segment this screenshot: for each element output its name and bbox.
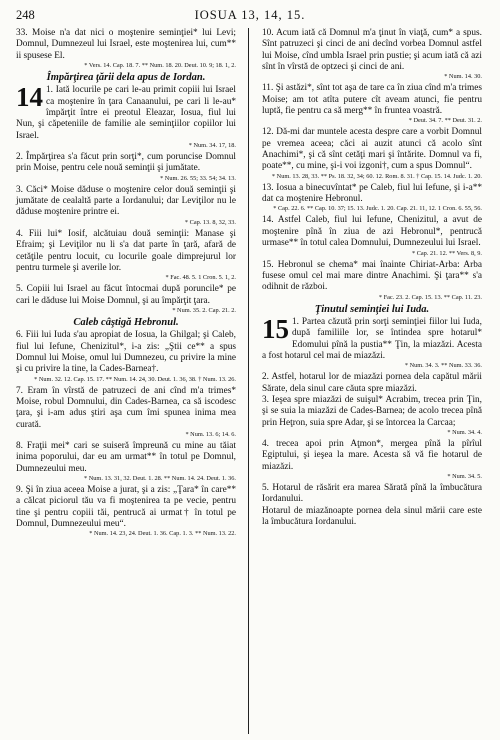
section-heading (262, 304, 482, 315)
verse-text: 2. Împărţirea s'a făcut prin sorţi*, cum poruncise Domnul prin Moise, pentru cele nouă seminţii şi jumătate. (16, 152, 236, 174)
cross-reference (16, 475, 236, 483)
cross-reference (262, 73, 482, 81)
running-title: IOSUA 13, 14, 15. (194, 8, 306, 22)
cross-reference (16, 530, 236, 538)
cross-reference (16, 142, 236, 150)
verse-text: 6. Fiii lui Iuda s'au apropiat de Iosua, la Ghilgal; şi Caleb, fiul lui Iefune, Chenizitul*, i-a zis: „Ştii ce** a spus Domnul lui Moise, omul lui Dumnezeu, cu privire la mine şi cu privire la tine, la Cades-Barnea†. (16, 330, 236, 375)
cross-reference-text: * Fac. 48. 5. 1 Cron. 5. 1, 2. (165, 274, 236, 282)
cross-reference (16, 307, 236, 315)
cross-reference (262, 205, 482, 213)
cross-reference (262, 362, 482, 370)
cross-reference-text: * Num. 26. 55; 33. 54; 34. 13. (160, 174, 236, 182)
cross-reference-text: * Num. 13. 6; 14. 6. (185, 430, 236, 438)
cross-reference (16, 274, 236, 282)
verse (16, 386, 236, 431)
chapter-number: 15 (262, 313, 289, 344)
page-header (16, 8, 484, 24)
verse-text: 8. Fraţii mei* cari se suiseră împreună cu mine au tăiat inima poporului, dar eu am urmat** în totul pe Domnul, Dumnezeului meu. (16, 440, 236, 474)
cross-reference-text: * Num. 14. 23, 24. Deut. 1. 36. Cap. 1. 3. ** Num. 13. 22. (89, 530, 236, 538)
cross-reference (16, 219, 236, 227)
verse-text: 3. Ieşea spre miazăzi de suişul* Acrabim, trecea prin Ţin, şi se suia la miazăzi de Cades-Barnea; de acolo trecea pînă prin Heţron, suia spre Adar, şi se întorcea la Carcaa; (262, 394, 482, 428)
verse-text: 5. Copiii lui Israel au făcut întocmai după poruncile* pe cari le dăduse lui Moise Domnul, şi au împărţit ţara. (16, 284, 236, 306)
verse (16, 441, 236, 475)
verse (262, 127, 482, 172)
cross-reference (262, 294, 482, 302)
verse-text: 12. Dă-mi dar muntele acesta despre care a vorbit Domnul pe vremea aceea; căci ai auzit atunci că acolo sînt Anachimi*, şi că sînt cetăţi mari şi întărite. Domnul va fi, poate**, cu mine, şi-i voi izgoni†, cum a spus Domnul“. (262, 127, 482, 172)
section-heading-text: Ţinutul seminţiei lui Iuda. (314, 303, 430, 315)
cross-reference (16, 175, 236, 183)
cross-reference (16, 376, 236, 384)
section-heading (16, 317, 236, 328)
verse (16, 485, 236, 530)
verse (262, 260, 482, 294)
verse-text: 2. Astfel, hotarul lor de miazăzi pornea dela capătul mării Sărate, dela sinul care căuta spre miazăzi. (262, 372, 482, 394)
column-divider (248, 28, 249, 734)
cross-reference-text: * Cap. 21. 12. ** Vers. 8, 9. (411, 249, 482, 257)
verse-text: 3. Căci* Moise dăduse o moştenire celor două seminţii şi jumătate de cealaltă parte a Iordanului; dar Leviţilor nu le dăduse moştenire printre ei. (16, 184, 236, 218)
cross-reference-text: * Num. 35. 2. Cap. 21. 2. (172, 306, 236, 314)
cross-reference-text: * Num. 13. 31, 32. Deut. 1. 28. ** Num. 14. 24. Deut. 1. 36. (84, 475, 236, 482)
right-column (262, 28, 482, 528)
section-heading (16, 72, 236, 83)
cross-reference-text: * Num. 34. 5. (447, 473, 482, 480)
verse-text: 15. Hebronul se chema* mai înainte Chiriat-Arba: Arba fusese omul cel mai mare dintre Anachimi. Şi ţara** s'a odihnit de război. (262, 259, 482, 293)
cross-reference (262, 473, 482, 481)
verse-text: 5. Hotarul de răsărit era marea Sărată pînă la îmbucătura Iordanului. (262, 483, 482, 505)
verse (16, 28, 236, 62)
verse (262, 183, 482, 206)
verse-text: 11. Şi astăzi*, sînt tot aşa de tare ca în ziua cînd m'a trimes Moise; am tot atîta putere cît aveam atunci, fie pentru luptă, fie pentru ca să merg** în fruntea voastră. (262, 83, 482, 117)
cross-reference-text: * Num. 34. 17, 18. (188, 142, 236, 150)
section-heading-text: Caleb câştigă Hebronul. (73, 316, 179, 328)
verse-text: 7. Eram în vîrstă de patruzeci de ani cînd m'a trimes* Moise, robul Domnului, din Cades-Barnea, ca să iscodesc ţara, şi i-am adus ştiri aşa cum îmi spunea inima mea curată. (16, 385, 236, 430)
verse-text: 10. Acum iată că Domnul m'a ţinut în viaţă, cum* a spus. Sînt patruzeci şi cinci de ani decînd vorbea Domnul astfel lui Moise, cînd umbla Israel prin pustie; şi acum iată că azi sînt în vîrstă de optzeci şi cinci de ani. (262, 28, 482, 73)
section-heading-text: Împărţirea ţării dela apus de Iordan. (46, 72, 206, 84)
chapter-number: 14 (16, 82, 43, 113)
verse-text: Hotarul de miazănoapte pornea dela sinul mării care este la îmbucătura Iordanului. (262, 505, 482, 528)
verse (16, 330, 236, 375)
verse (262, 372, 482, 395)
verse-text: 13. Iosua a binecuvîntat* pe Caleb, fiul lui Iefune, şi i-a** dat ca moştenire Hebronul. (262, 182, 482, 205)
cross-reference (262, 250, 482, 258)
verse-text: 1. Iată locurile pe cari le-au primit copiii lui Israel ca moştenire în ţara Canaanului, pe cari li le-au* împărţit între ei preotul Eleazar, Iosua, fiul lui Nun, şi căpeteniile de familie ale seminţiilor copiilor lui Israel. (16, 85, 236, 141)
cross-reference-text: * Cap. 22. 6. ** Cap. 10. 37; 15. 13. Judc. 1. 20. Cap. 21. 11, 12. 1 Cron. 6. 55, 56. (273, 205, 482, 213)
cross-reference (262, 117, 482, 125)
cross-reference-text: * Num. 34. 3. ** Num. 33. 36. (404, 362, 482, 370)
verse (262, 313, 482, 362)
verse (16, 185, 236, 219)
cross-reference-text: * Num. 32. 12. Cap. 15. 17. ** Num. 14. 24, 30. Deut. 1. 36, 38. † Num. 13. 26. (34, 375, 236, 383)
verse (262, 28, 482, 73)
left-column (16, 28, 236, 540)
verse (16, 82, 236, 142)
cross-reference (16, 431, 236, 439)
verse (16, 284, 236, 307)
cross-reference (262, 429, 482, 437)
cross-reference-text: * Fac. 23. 2. Cap. 15. 13. ** Cap. 11. 23. (378, 293, 482, 301)
verse (262, 483, 482, 506)
cross-reference (262, 173, 482, 181)
verse (16, 229, 236, 274)
cross-reference (16, 62, 236, 70)
page-number: 248 (16, 8, 35, 22)
verse-text: 33. Moise n'a dat nici o moştenire seminţiei* lui Levi; Domnul, Dumnezeul lui Israel, este moştenirea lui, cum** ii spusese El. (16, 28, 236, 61)
verse (16, 152, 236, 175)
cross-reference-text: * Num. 14. 30. (444, 73, 482, 81)
verse (262, 506, 482, 529)
verse (262, 395, 482, 429)
cross-reference-text: * Num. 34. 4. (447, 428, 482, 436)
verse-text: 14. Astfel Caleb, fiul lui Iefune, Chenizitul, a avut de moştenire pînă în ziua de azi Hebronul*, pentrucă urmase** în totul calea Domnului, Dumnezeului lui Israel. (262, 215, 482, 249)
cross-reference-text: * Vers. 14. Cap. 18. 7. ** Num. 18. 20. Deut. 10. 9; 18. 1, 2. (84, 62, 236, 70)
verse-text: 9. Şi în ziua aceea Moise a jurat, şi a zis: „Ţara* în care** a călcat piciorul tău va fi moştenirea ta pe vecie, pentru tine şi pentru copiii tăi, pentrucă ai urmat† în totul pe Domnul, Dumnezeului meu“. (16, 485, 236, 530)
verse (262, 439, 482, 473)
cross-reference-text: * Deut. 34. 7. ** Deut. 31. 2. (408, 117, 482, 125)
verse-text: 4. Fiii lui* Iosif, alcătuiau două seminţii: Manase şi Efraim; şi Leviţilor nu li s'a dat parte în ţară, afară de cetăţile pentru locuit, cu locurile goale dimprejurul lor pentru turmele şi averile lor. (16, 228, 236, 273)
cross-reference-text: * Cap. 13. 8, 32, 33. (184, 218, 236, 226)
verse-text: 4. trecea apoi prin Aţmon*, mergea pînă la pîrîul Egiptului, şi ieşea la mare. Acesta să vă fie hotarul de miazăzi. (262, 438, 482, 472)
verse (262, 215, 482, 249)
verse (262, 83, 482, 117)
verse-text: 1. Partea căzută prin sorţi seminţiei fiilor lui Iuda, după familiile lor, se întindea spre hotarul* Edomului pînă la pustia** Ţin, la miazăzi. Acesta a fost hotarul cel mai de miazăzi. (262, 316, 482, 361)
cross-reference-text: * Num. 13. 28, 33. ** Ps. 18. 32, 34; 60. 12. Rom. 8. 31. † Cap. 15. 14. Judc. 1. 20. (271, 172, 482, 180)
